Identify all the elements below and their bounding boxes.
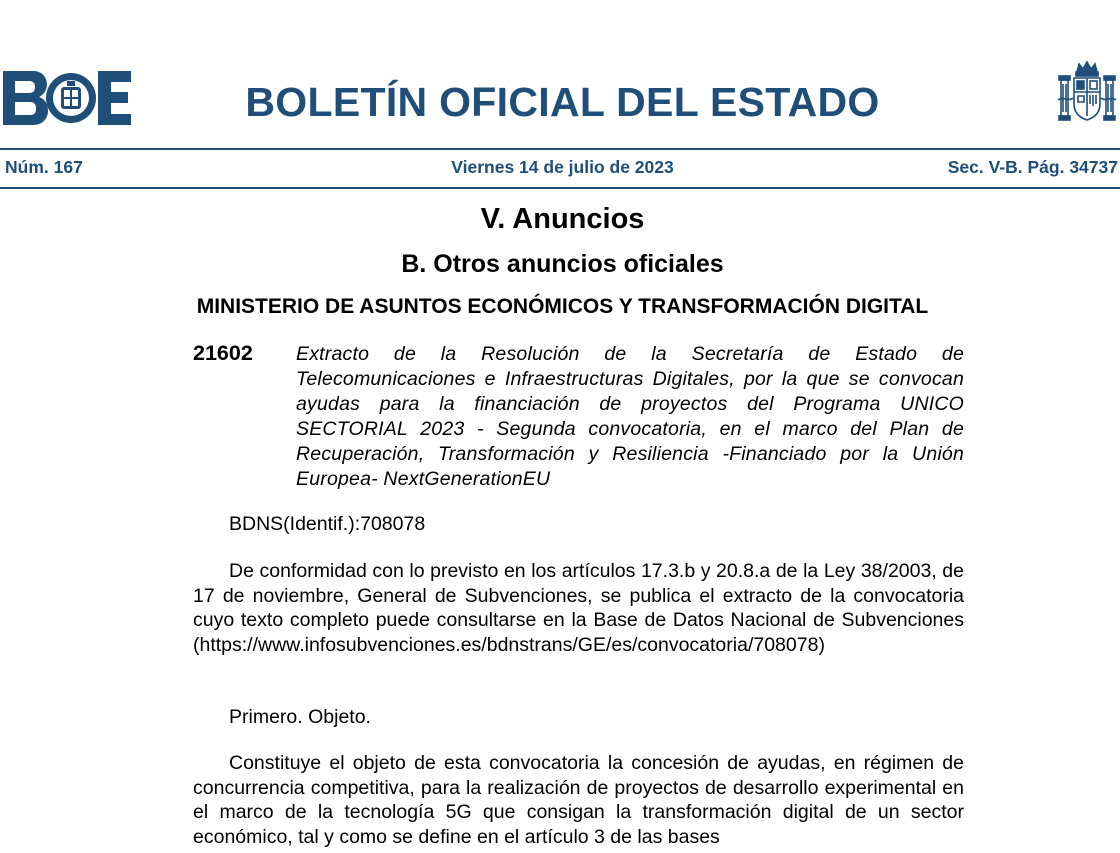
section-page: Sec. V-B. Pág. 34737 xyxy=(947,157,1118,177)
body-paragraph: Constituye el objeto de esta convocatoria la concesión de ayudas, en régimen de concurrencia competitiva, para la realización de proyectos de desarrollo experimental en el marco de la tecnología 5G que consigan la transformación digital de un sector económico, tal y como se define en el artículo 3 de las bases xyxy=(193,752,964,848)
header-rule-top xyxy=(0,148,1120,150)
subsection-title: B. Otros anuncios oficiales xyxy=(401,250,724,278)
ministry-heading: MINISTERIO DE ASUNTOS ECONÓMICOS Y TRANSFORMACIÓN DIGITAL xyxy=(196,295,929,318)
announcement-number: 21602 xyxy=(193,341,253,365)
masthead-title: BOLETÍN OFICIAL DEL ESTADO xyxy=(245,79,880,125)
section-title: V. Anuncios xyxy=(480,203,645,235)
issue-number: Núm. 167 xyxy=(5,157,83,177)
bdns-identifier: BDNS(Identif.):708078 xyxy=(229,513,426,535)
announcement-title: Extracto de la Resolución de la Secretaría de Estado de Telecomunicaciones e Infraestructuras Digitales, por la que se convocan ayudas para la financiación de proyectos del Programa UNICO SECTORIAL 2023 - Segunda convocatoria, en el marco del Plan de Recuperación, Transformación y Resiliencia -Financiado por la Unión Europea- NextGenerationEU xyxy=(296,343,964,490)
issue-date: Viernes 14 de julio de 2023 xyxy=(451,157,674,177)
coat-of-arms-icon xyxy=(1057,60,1117,126)
header-rule-bottom xyxy=(0,187,1120,189)
body-paragraph: De conformidad con lo previsto en los artículos 17.3.b y 20.8.a de la Ley 38/2003, de 17 de noviembre, General de Subvenciones, se publica el extracto de la convocatoria cuyo texto completo puede consultarse en la Base de Datos Nacional de Subvenciones (https://www.infosubvenciones.es/bdnstrans/GE/es/convocatoria/708078) xyxy=(193,560,964,656)
section-heading-objeto: Primero. Objeto. xyxy=(229,706,371,728)
